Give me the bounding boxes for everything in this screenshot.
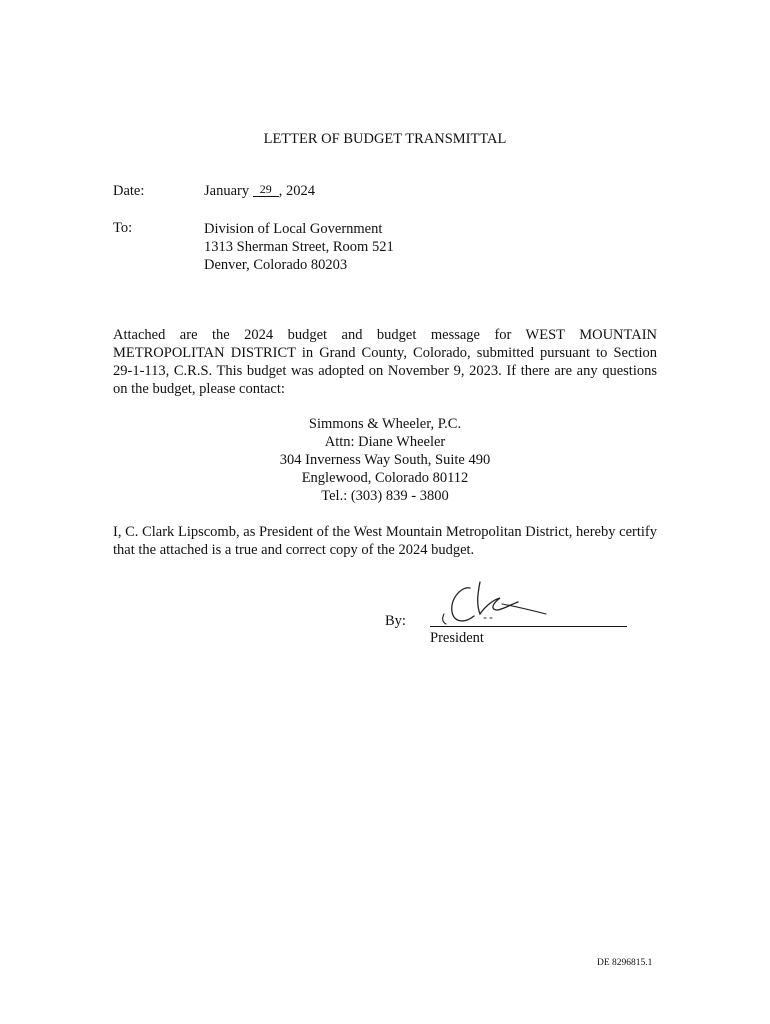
date-label: Date:	[113, 183, 145, 199]
address-line: 1313 Sherman Street, Room 521	[204, 239, 394, 255]
certification-paragraph: I, C. Clark Lipscomb, as President of the West Mountain Metropolitan District, hereby certify that the attached is a true and correct copy of the 2024 budget.	[113, 524, 657, 558]
contact-line: Tel.: (303) 839 - 3800	[321, 488, 449, 504]
contact-line: 304 Inverness Way South, Suite 490	[279, 452, 491, 468]
handwritten-signature	[440, 578, 552, 630]
contact-block	[0, 415, 770, 505]
signature-line	[430, 626, 627, 627]
contact-line: Simmons & Wheeler, P.C.	[308, 416, 462, 432]
date-day: 29	[253, 183, 279, 197]
date-month: January	[204, 183, 250, 199]
address-line: Denver, Colorado 80203	[204, 257, 348, 273]
to-label: To:	[113, 220, 133, 236]
date-value	[204, 183, 315, 200]
document-title: LETTER OF BUDGET TRANSMITTAL	[263, 131, 507, 147]
date-year: , 2024	[278, 183, 315, 199]
body-paragraph: Attached are the 2024 budget and budget message for WEST MOUNTAIN METROPOLITAN DISTRICT in Grand County, Colorado, submitted pursuant to Section 29-1-113, C.R.S. This budget was adopted on November 9, 2023. If there are any questions on the budget, please contact:	[113, 327, 657, 397]
contact-line: Englewood, Colorado 80112	[301, 470, 469, 486]
signatory-title: President	[430, 630, 484, 646]
contact-line: Attn: Diane Wheeler	[324, 434, 446, 450]
document-number: DE 8296815.1	[597, 958, 653, 968]
by-label: By:	[385, 613, 406, 629]
address-line: Division of Local Government	[204, 221, 383, 237]
recipient-address	[204, 220, 394, 274]
